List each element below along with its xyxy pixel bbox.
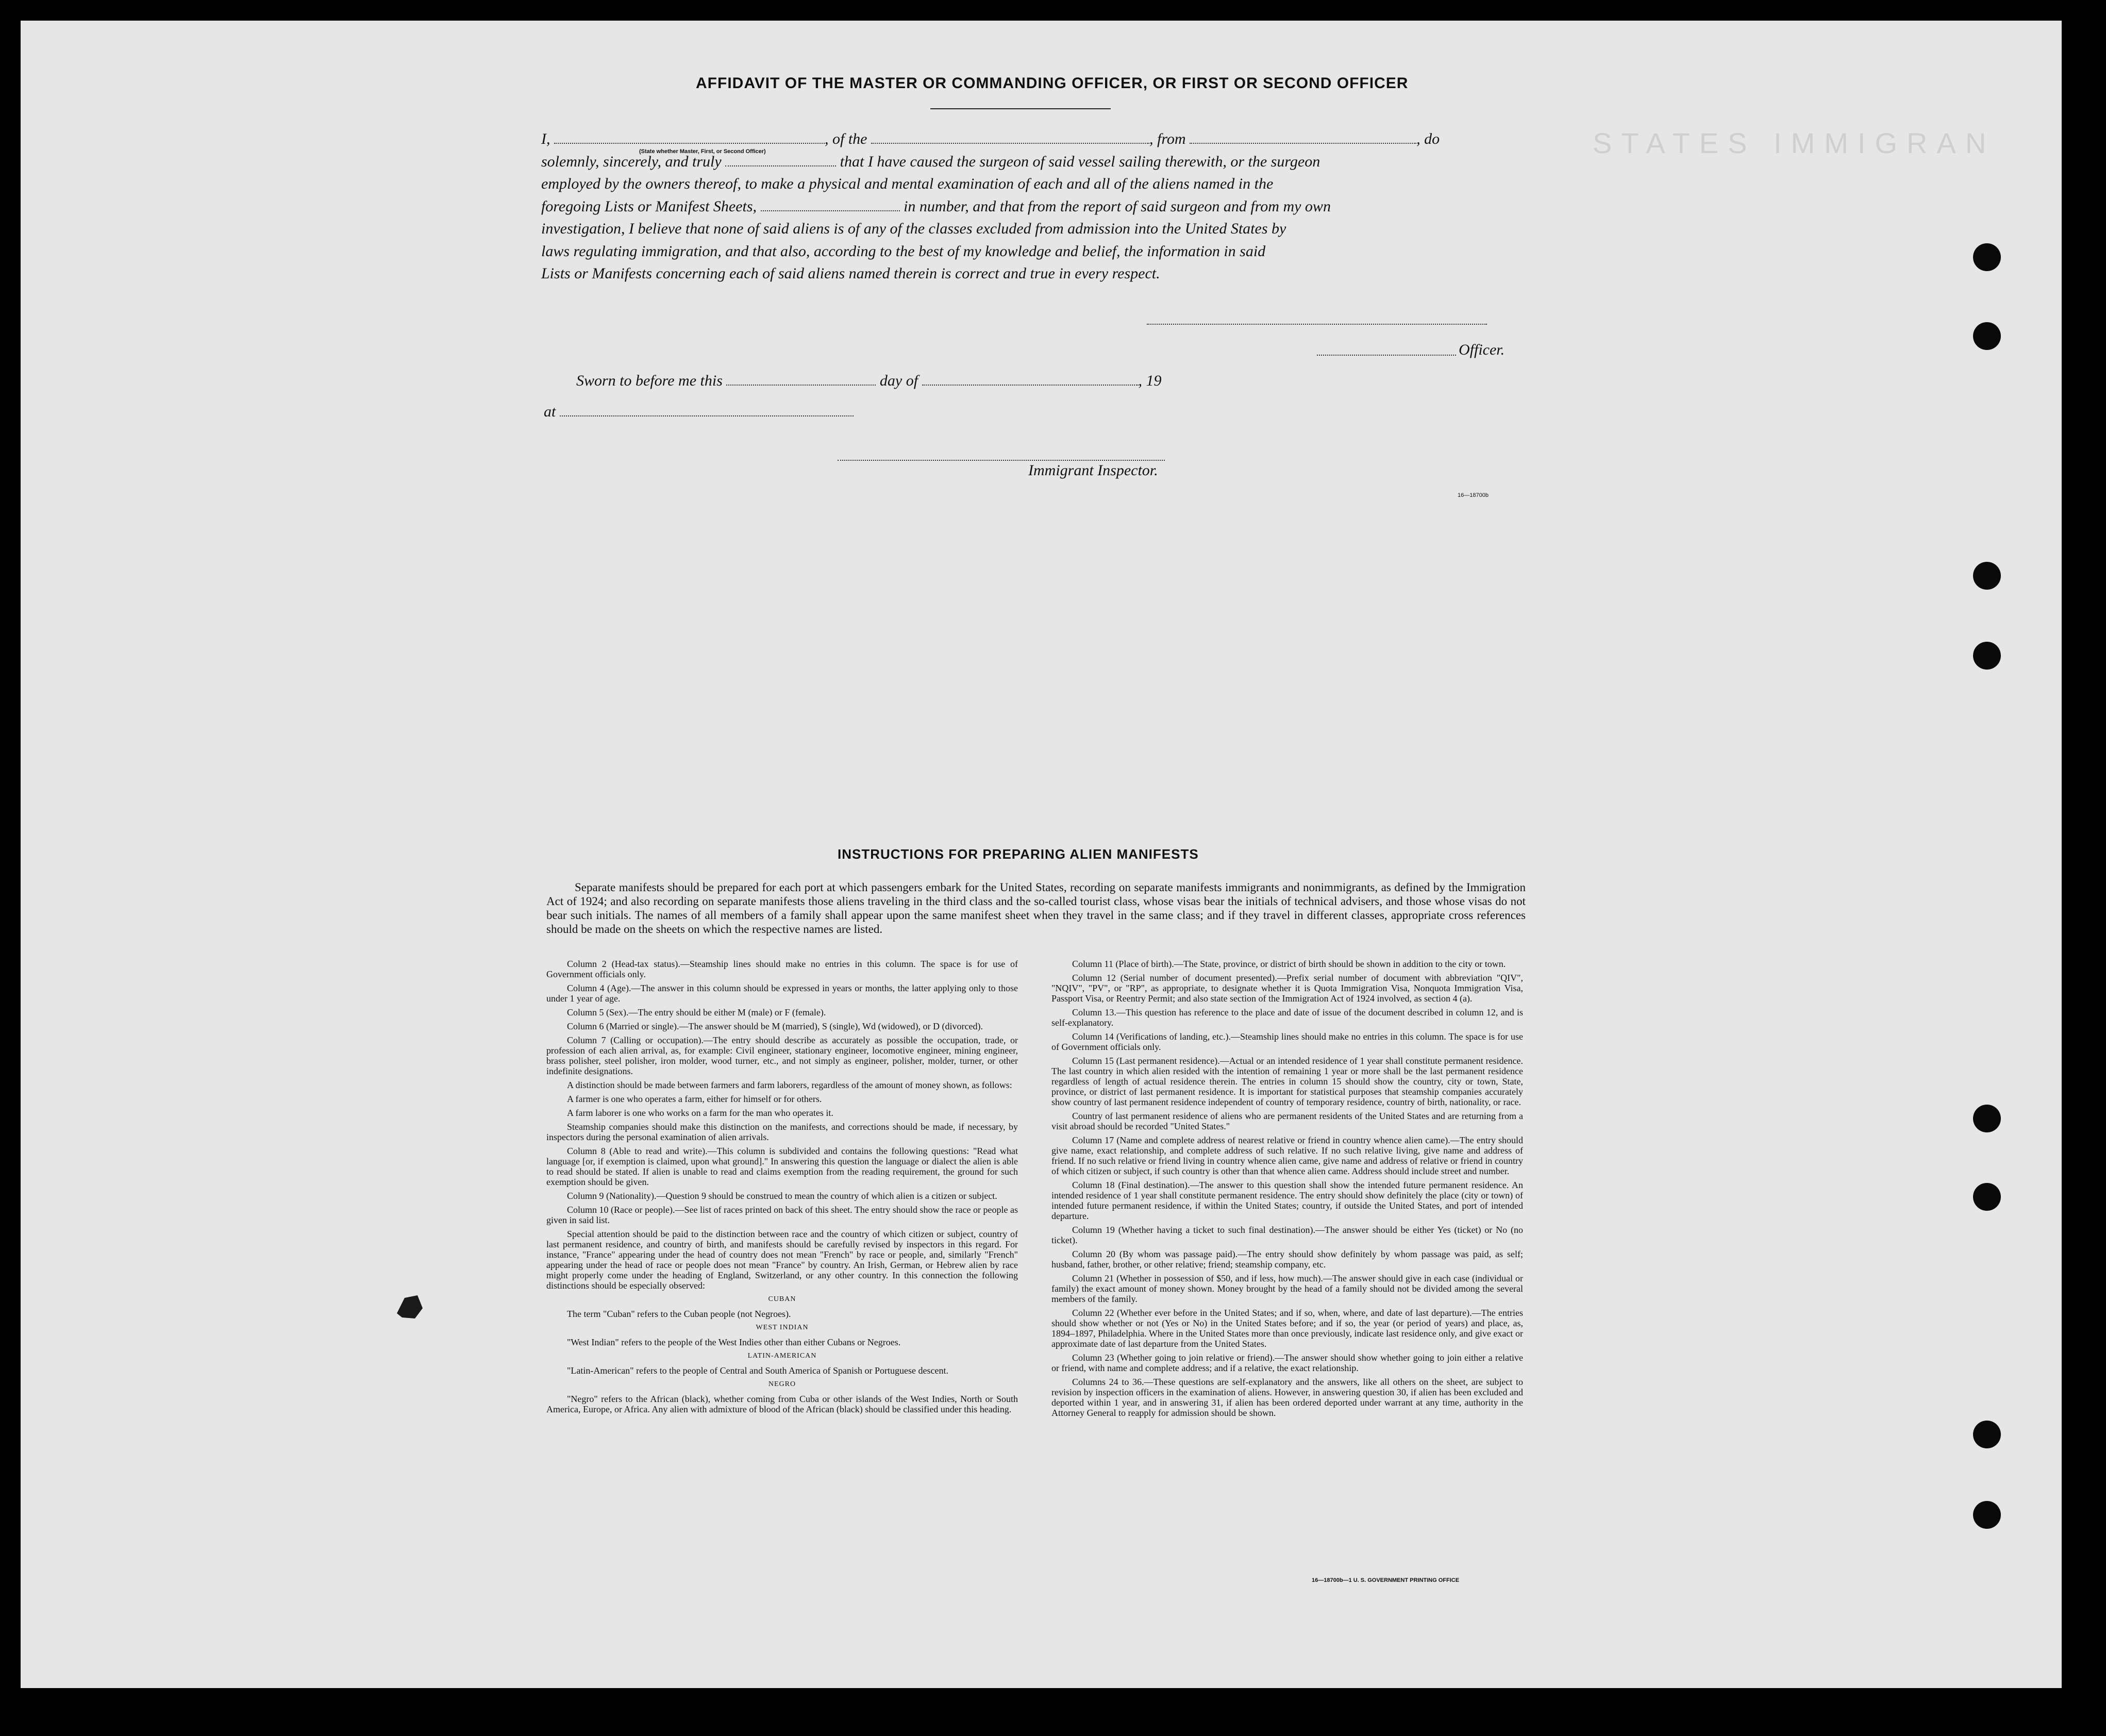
text-line2a: solemnly, sincerely, and truly bbox=[541, 153, 722, 170]
instruction-paragraph: Column 19 (Whether having a ticket to such final destination).—The answer should be either Yes (ticket) or No (no ticket). bbox=[1051, 1225, 1523, 1245]
instruction-paragraph: Column 15 (Last permanent residence).—Actual or an intended residence of 1 year shall constitute permanent residence. The last country in which alien resided with the intention of remaining 1 year or more shall be the last permanent residence regardless of length of actual residence therein. The entries in column 15 should show the country, city or town, State, province, or district of last permanent residence. It is important for statistical purposes that steamship companies accurately show country of last permanent residence independent of country of temporary residence, country of birth, nationality, or race. bbox=[1051, 1056, 1523, 1107]
instructions-left-column bbox=[546, 959, 1018, 1418]
instruction-paragraph: Column 23 (Whether going to join relative or friend).—The answer should show whether going to join either a relative or friend, with name and complete address; and if a relative, the exact relationship. bbox=[1051, 1353, 1523, 1373]
heading-latin-american: LATIN-AMERICAN bbox=[747, 1352, 817, 1360]
text-at: at bbox=[544, 403, 556, 420]
instructions-title: INSTRUCTIONS FOR PREPARING ALIEN MANIFESTS bbox=[838, 846, 1199, 862]
bleed-through-text: STATES IMMIGRAN bbox=[1593, 127, 1996, 159]
binding-hole bbox=[1973, 1183, 2001, 1211]
affidavit-title: AFFIDAVIT OF THE MASTER OR COMMANDING OFFICER, OR FIRST OR SECOND OFFICER bbox=[696, 75, 1409, 92]
instruction-paragraph: A farmer is one who operates a farm, either for himself or for others. bbox=[567, 1094, 822, 1104]
printing-office-footer: 16—18700b—1 U. S. GOVERNMENT PRINTING OFFICE bbox=[1312, 1577, 1460, 1583]
binding-hole bbox=[1973, 1501, 2001, 1529]
binding-hole bbox=[1973, 1105, 2001, 1132]
signature-line[interactable] bbox=[1147, 324, 1487, 325]
text-line4a: foregoing Lists or Manifest Sheets, bbox=[541, 197, 757, 215]
instruction-paragraph: Column 7 (Calling or occupation).—The entry should describe as accurately as possible the occupation, trade, or profession of each alien arrival, as, for example: Civil engineer, stationary engineer, locomotive engineer, mining engineer, brass polisher, steel polisher, iron molder, wood turner, etc., and not simply as engineer, polisher, molder, turner, or other indefinite designations. bbox=[546, 1035, 1018, 1076]
title-rule bbox=[930, 108, 1111, 109]
text-from: , from bbox=[1149, 130, 1186, 147]
instruction-paragraph: A distinction should be made between farmers and farm laborers, regardless of the amount of money shown, as follows: bbox=[567, 1080, 1012, 1090]
latin-american-definition: "Latin-American" refers to the people of Central and South America of Spanish or Portuguese descent. bbox=[567, 1365, 948, 1376]
heading-west-indian: WEST INDIAN bbox=[756, 1324, 809, 1331]
instruction-paragraph: A farm laborer is one who works on a farm for the man who operates it. bbox=[567, 1108, 833, 1118]
instruction-paragraph: Country of last permanent residence of aliens who are permanent residents of the United States and are returning from a visit abroad should be recorded "United States." bbox=[1051, 1111, 1523, 1131]
cuban-definition: The term "Cuban" refers to the Cuban people (not Negroes). bbox=[567, 1309, 791, 1319]
instruction-paragraph: Column 20 (By whom was passage paid).—The entry should show definitely by whom passage was paid, as self; husband, father, brother, or other relative; friend; steamship company, etc. bbox=[1051, 1249, 1523, 1270]
binding-hole bbox=[1973, 322, 2001, 350]
text-day-of: day of bbox=[879, 372, 918, 389]
number-field[interactable] bbox=[761, 198, 900, 211]
instruction-paragraph: Columns 24 to 36.—These questions are self-explanatory and the answers, like all others on the sheet, are subject to revision by inspection officers in the examination of aliens. However, in answering question 30, if alien has been excluded and deported within 1 year, and in answering 31, if alien has been ordered deported under warrant at any time, authority in the Attorney General to reapply for admission should be shown. bbox=[1051, 1377, 1523, 1418]
instruction-paragraph: Column 13.—This question has reference to the place and date of issue of the document described in column 12, and is self-explanatory. bbox=[1051, 1007, 1523, 1028]
text-line2b: that I have caused the surgeon of said vessel sailing therewith, or the surgeon bbox=[840, 153, 1321, 170]
west-indian-definition: "West Indian" refers to the people of the West Indies other than either Cubans or Negroes. bbox=[567, 1337, 901, 1347]
instruction-paragraph: Column 4 (Age).—The answer in this column should be expressed in years or months, the latter applying only to those under 1 year of age. bbox=[546, 983, 1018, 1004]
text-line6: laws regulating immigration, and that also, according to the best of my knowledge and belief, the information in said bbox=[541, 242, 1266, 260]
inspector-signature-line[interactable] bbox=[838, 460, 1165, 461]
text-19: , 19 bbox=[1138, 372, 1162, 389]
text-line4b: in number, and that from the report of said surgeon and from my own bbox=[904, 197, 1331, 215]
instruction-paragraph: Column 14 (Verifications of landing, etc.).—Steamship lines should make no entries in this column. The space is for use of Government officials only. bbox=[1051, 1031, 1523, 1052]
instructions-right-column bbox=[1051, 959, 1523, 1422]
at-line bbox=[544, 403, 854, 421]
text-line7: Lists or Manifests concerning each of said aliens named therein is correct and true in every respect. bbox=[541, 265, 1160, 282]
instruction-paragraph: Column 17 (Name and complete address of nearest relative or friend in country whence alien came).—The entry should give name, exact relationship, and complete address of such relative. If no such relative living, give name and address of friend. If no such relative or friend living in country whence alien came, give name and address of relative or friend in country of which citizen or subject, if such country is other than that whence alien came. Address should include street and number. bbox=[1051, 1135, 1523, 1176]
instruction-paragraph: Column 21 (Whether in possession of $50, and if less, how much).—The answer should give in each case (individual or family) the exact amount of money shown. Money brought by the head of a family should not be divided among the several members of the family. bbox=[1051, 1273, 1523, 1304]
instruction-paragraph: Column 9 (Nationality).—Question 9 should be construed to mean the country of which alien is a citizen or subject. bbox=[567, 1191, 997, 1201]
instruction-paragraph: Column 2 (Head-tax status).—Steamship lines should make no entries in this column. The space is for use of Government officials only. bbox=[546, 959, 1018, 979]
instruction-paragraph: Column 12 (Serial number of document presented).—Prefix serial number of document with abbreviation "QIV", "NQIV", "PV", or "RP", as appropriate, to designate whether it is Quota Immigration Visa, Nonquota Immigration Visa, Passport Visa, or Reentry Permit; and also state section of the Immigration Act of 1924 involved, as section 4 (a). bbox=[1051, 973, 1523, 1004]
paper-tear-mark bbox=[394, 1293, 425, 1321]
instruction-paragraph: Column 18 (Final destination).—The answer to this question shall show the intended future permanent residence. An intended residence of 1 year shall constitute permanent residence. The entry should show definitely the place (city or town) of intended future permanent residence, if within the United States; country, if outside the United States, and port of intended departure. bbox=[1051, 1180, 1523, 1221]
place-field[interactable] bbox=[560, 403, 854, 416]
officer-rank-note: (State whether Master, First, or Second Officer) bbox=[639, 148, 766, 155]
inspector-label: Immigrant Inspector. bbox=[1028, 462, 1158, 479]
instruction-paragraph: Special attention should be paid to the distinction between race and the country of which citizen or subject, country of last permanent residence, and country of birth, and manifests should be carefully revised by inspectors in this regard. For instance, "France" appearing under the head of country does not mean "French" by race or people, and, similarly "French" appearing under the head of race or people does not mean "France" by country. An Irish, German, or Hebrew alien by race might properly come under the heading of England, Switzerland, or any other country. In this connection the following distinctions should be especially observed: bbox=[546, 1229, 1018, 1291]
instruction-paragraph: Column 10 (Race or people).—See list of races printed on back of this sheet. The entry should show the race or people as given in said list. bbox=[546, 1205, 1018, 1225]
text-of-the: , of the bbox=[825, 130, 867, 147]
officer-label: Officer. bbox=[1459, 341, 1505, 358]
officer-name-field[interactable] bbox=[554, 130, 825, 144]
form-number: 16—18700b bbox=[1458, 492, 1489, 498]
instruction-paragraph: Column 6 (Married or single).—The answer should be M (married), S (single), Wd (widowed), or D (divorced). bbox=[567, 1021, 983, 1031]
text-line3: employed by the owners thereof, to make a physical and mental examination of each and all of the aliens named in the bbox=[541, 175, 1274, 192]
heading-negro: NEGRO bbox=[768, 1380, 796, 1388]
vessel-name-field[interactable] bbox=[871, 130, 1149, 144]
binding-hole bbox=[1973, 562, 2001, 590]
instruction-paragraph: Column 8 (Able to read and write).—This column is subdivided and contains the following questions: "Read what language [or, if exemption is claimed, upon what ground]." In answering this question the language or dialect the alien is able to read should be stated. If alien is unable to read and claims exemption from the reading requirement, the ground for such exemption should be given. bbox=[546, 1146, 1018, 1187]
sworn-month-field[interactable] bbox=[922, 372, 1139, 386]
instruction-paragraph: Column 11 (Place of birth).—The State, province, or district of birth should be shown in addition to the city or town. bbox=[1072, 959, 1506, 969]
instruction-paragraph: Steamship companies should make this distinction on the manifests, and corrections should be made, if necessary, by inspectors during the personal examination of alien arrivals. bbox=[546, 1122, 1018, 1142]
sworn-day-field[interactable] bbox=[726, 372, 876, 386]
truly-field[interactable] bbox=[725, 153, 836, 166]
text-i: I, bbox=[541, 130, 550, 147]
heading-cuban: CUBAN bbox=[768, 1295, 796, 1303]
text-sworn: Sworn to before me this bbox=[576, 372, 723, 389]
text-line5: investigation, I believe that none of said aliens is of any of the classes excluded from admission into the United States by bbox=[541, 220, 1286, 237]
instruction-paragraph: Column 22 (Whether ever before in the United States; and if so, when, where, and date of last departure).—The entries should show whether or not (Yes or No) in the United States before; and if so, the year (or period of years) and place, as, 1894–1897, Philadelphia. Where in the United States more than once previously, indicate last residence only, and give exact or approximate date of last departure from the United States. bbox=[1051, 1308, 1523, 1349]
instructions-intro: Separate manifests should be prepared for each port at which passengers embark for the United States, recording on separate manifests immigrants and nonimmigrants, as defined by the Immigration Act of 1924; and also recording on separate manifests those aliens traveling in the third class and the so-called tourist class, whose visas bear the initials of technical advisers, and those whose visas do not bear such initials. The names of all members of a family shall appear upon the same manifest sheet when they travel in the same class; and if they travel in different classes, appropriate cross references should be made on the sheets on which the respective names are listed. bbox=[546, 881, 1526, 936]
binding-hole bbox=[1973, 243, 2001, 271]
binding-hole bbox=[1973, 642, 2001, 670]
officer-rank-line[interactable] bbox=[1317, 355, 1456, 356]
negro-definition: "Negro" refers to the African (black), whether coming from Cuba or other islands of the West Indies, North or South America, Europe, or Africa. Any alien with admixture of blood of the African (black) should be classified under this heading. bbox=[546, 1394, 1018, 1414]
sworn-line bbox=[576, 372, 1162, 390]
binding-hole bbox=[1973, 1421, 2001, 1448]
port-field[interactable] bbox=[1190, 130, 1416, 144]
text-do: , do bbox=[1416, 130, 1440, 147]
instruction-paragraph: Column 5 (Sex).—The entry should be either M (male) or F (female). bbox=[567, 1007, 826, 1017]
